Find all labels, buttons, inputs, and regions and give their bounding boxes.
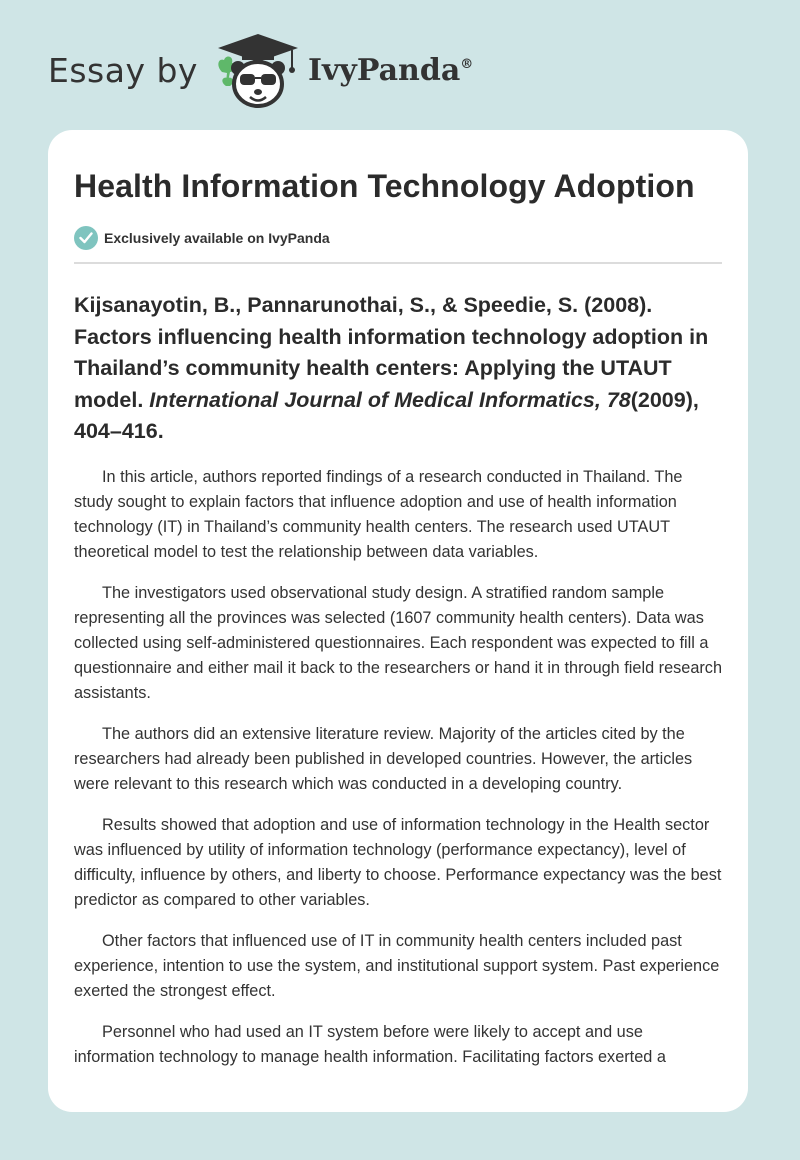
essay-body [74, 465, 722, 1070]
badge-label: Exclusively available on IvyPanda [104, 230, 330, 246]
exclusive-badge [74, 226, 722, 250]
brand-name[interactable] [308, 53, 473, 88]
brand-text: IvyPanda [307, 52, 461, 88]
paragraph: Results showed that adoption and use of information technology in the Health sector was influenced by utility of information technology (performance expectancy), level of difficulty, influence by others, and liberty to choose. Performance expectancy was the best predictor as compared to other variables. [74, 815, 722, 909]
paragraph: Other factors that influenced use of IT in community health centers included past experience, intention to use the system, and institutional support system. Past experience exerted the strongest effect. [74, 931, 720, 1000]
citation-details: (2009), 404–416. [74, 387, 699, 443]
divider [74, 262, 722, 264]
paragraph: Personnel who had used an IT system before were likely to accept and use information technology to manage health information. Facilitating factors exerted a [74, 1022, 666, 1066]
essay-by-label: Essay by [48, 50, 198, 90]
paragraph: In this article, authors reported findings of a research conducted in Thailand. The study sought to explain factors that influence adoption and use of health information technology (IT) in Thailand’s community health centers. The research used UTAUT theoretical model to test the relationship between data variables. [74, 467, 683, 561]
ivypanda-logo-icon[interactable] [212, 30, 304, 110]
citation-authors: Kijsanayotin, B., Pannarunothai, S., & Speedie, S. (2008). Factors influencing health information technology adoption in Thailand’s community health centers: Applying the UTAUT model. [74, 293, 709, 412]
page-title: Health Information Technology Adoption [74, 168, 695, 204]
citation [74, 290, 722, 448]
essay-card [48, 130, 748, 1112]
paragraph: The authors did an extensive literature review. Majority of the articles cited by the researchers had already been published in developed countries. However, the articles were relevant to this research which was conducted in a developing country. [74, 724, 693, 793]
site-header [48, 30, 473, 110]
citation-journal: International Journal of Medical Informatics, 78 [149, 387, 631, 412]
registered-mark: ® [460, 56, 474, 72]
check-icon [74, 226, 98, 250]
paragraph: The investigators used observational study design. A stratified random sample representing all the provinces was selected (1607 community health centers). Data was collected using self-administered questionnaires. Each respondent was expected to fill a questionnaire and either mail it back to the researchers or hand it in through field research assistants. [74, 583, 722, 702]
